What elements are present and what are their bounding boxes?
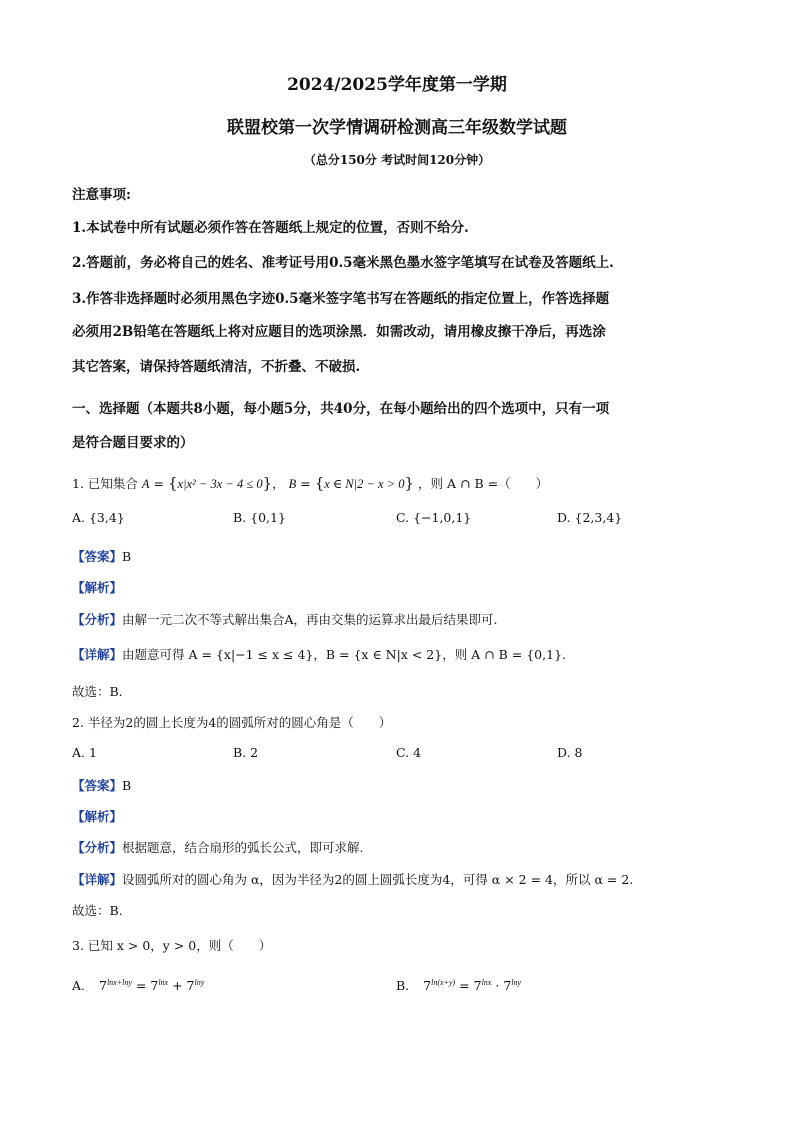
q1-answer-line (72, 547, 131, 565)
q1-set-a-body: x|x² − 3x − 4 ≤ 0 (177, 477, 263, 491)
q2-analysis-tag: 【解析】 (72, 809, 123, 824)
q3-option-b: B. $7^{ln(x+y)} = 7^{lnx} \cdot 7^{lny}$ (396, 977, 522, 993)
q2-option-c: C. 4 (396, 745, 422, 760)
q2-fenxi-tag: 【分析】 (72, 840, 123, 855)
note-3-line-2: 必须用2B铅笔在答题纸上将对应题目的选项涂黑．如需改动，请用橡皮擦干净后，再选涂 (72, 324, 606, 340)
q1-fenxi-tag: 【分析】 (72, 612, 123, 627)
q3-option-a: A. $7^{lnx+lny} = 7^{lnx} + 7^{lny}$ (72, 977, 205, 993)
q1-fenxi-line (72, 610, 498, 628)
q1-stem-prefix: 1. 已知集合 (72, 476, 138, 491)
q2-detail-line (72, 870, 633, 888)
q1-analysis-tag: 【解析】 (72, 580, 123, 595)
note-1: 1.本试卷中所有试题必须作答在答题纸上规定的位置，否则不给分. (72, 220, 469, 236)
question-3-stem: 3. 已知 x > 0，y > 0，则（ ） (72, 938, 272, 953)
notes-heading: 注意事项: (72, 187, 131, 203)
q2-answer: B (122, 778, 132, 793)
q2-option-b: B. 2 (233, 745, 259, 760)
q1-set-b-body: x ∈ N|2 − x > 0 (324, 477, 405, 491)
q1-detail-text: 由题意可得 A = {x|−1 ≤ x ≤ 4}，B = {x ∈ N|x < 2}，则 A ∩ B = {0,1}. (122, 647, 566, 662)
q2-fenxi-line (72, 838, 364, 856)
question-2-stem: 2. 半径为2的圆上长度为4的圆弧所对的圆心角是（ ） (72, 715, 392, 730)
q2-answer-tag: 【答案】 (72, 778, 123, 793)
q2-option-d: D. 8 (557, 745, 583, 760)
exam-score-time: （总分150分 考试时间120分钟） (303, 153, 491, 167)
q2-detail-tag: 【详解】 (72, 872, 123, 887)
exam-main-title: 联盟校第一次学情调研检测高三年级数学试题 (227, 118, 567, 138)
q1-choose: 故选：B. (72, 684, 123, 699)
q1-stem-tail: ，则 A ∩ B =（ ） (418, 476, 549, 491)
section-1-heading-line-2: 是符合题目要求的） (72, 435, 194, 451)
q2-choose: 故选：B. (72, 903, 123, 918)
q1-fenxi-text: 由解一元二次不等式解出集合A，再由交集的运算求出最后结果即可. (122, 612, 498, 627)
q1-option-b: B. {0,1} (233, 510, 286, 525)
q2-option-a: A. 1 (72, 745, 97, 760)
note-3-line-1: 3.作答非选择题时必须用黑色字迹0.5毫米签字笔书写在答题纸的指定位置上，作答选择题 (72, 291, 610, 307)
q1-option-c: C. {−1,0,1} (396, 510, 472, 525)
q2-fenxi-text: 根据题意，结合扇形的弧长公式，即可求解. (122, 840, 364, 855)
q1-set-b-name: B (288, 477, 297, 491)
note-3-line-3: 其它答案，请保持答题纸清洁，不折叠、不破损. (72, 359, 361, 375)
section-1-heading-line-1: 一、选择题（本题共8小题，每小题5分，共40分，在每小题给出的四个选项中，只有一项 (72, 401, 610, 417)
q1-set-a-name: A (141, 477, 150, 491)
q1-answer: B (122, 549, 132, 564)
exam-term-title: 2024/2025学年度第一学期 (287, 75, 507, 95)
note-2: 2.答题前，务必将自己的姓名、准考证号用0.5毫米黑色墨水签字笔填写在试卷及答题纸上. (72, 255, 614, 271)
question-1-stem: 1. 已知集合 A = {x|x² − 3x − 4 ≤ 0}， B = {x ∈ N|2 − x > 0} ，则 A ∩ B =（ ） (72, 474, 549, 492)
q1-answer-tag: 【答案】 (72, 549, 123, 564)
q2-answer-line (72, 776, 131, 794)
q1-detail-line (72, 645, 566, 663)
q1-option-a: A. {3,4} (72, 510, 125, 525)
q2-detail-text: 设圆弧所对的圆心角为 α，因为半径为2的圆上圆弧长度为4，可得 α × 2 = 4，所以 α = 2. (122, 872, 634, 887)
q1-option-d: D. {2,3,4} (557, 510, 623, 525)
q1-detail-tag: 【详解】 (72, 647, 123, 662)
q1-comma: ， (272, 476, 285, 491)
